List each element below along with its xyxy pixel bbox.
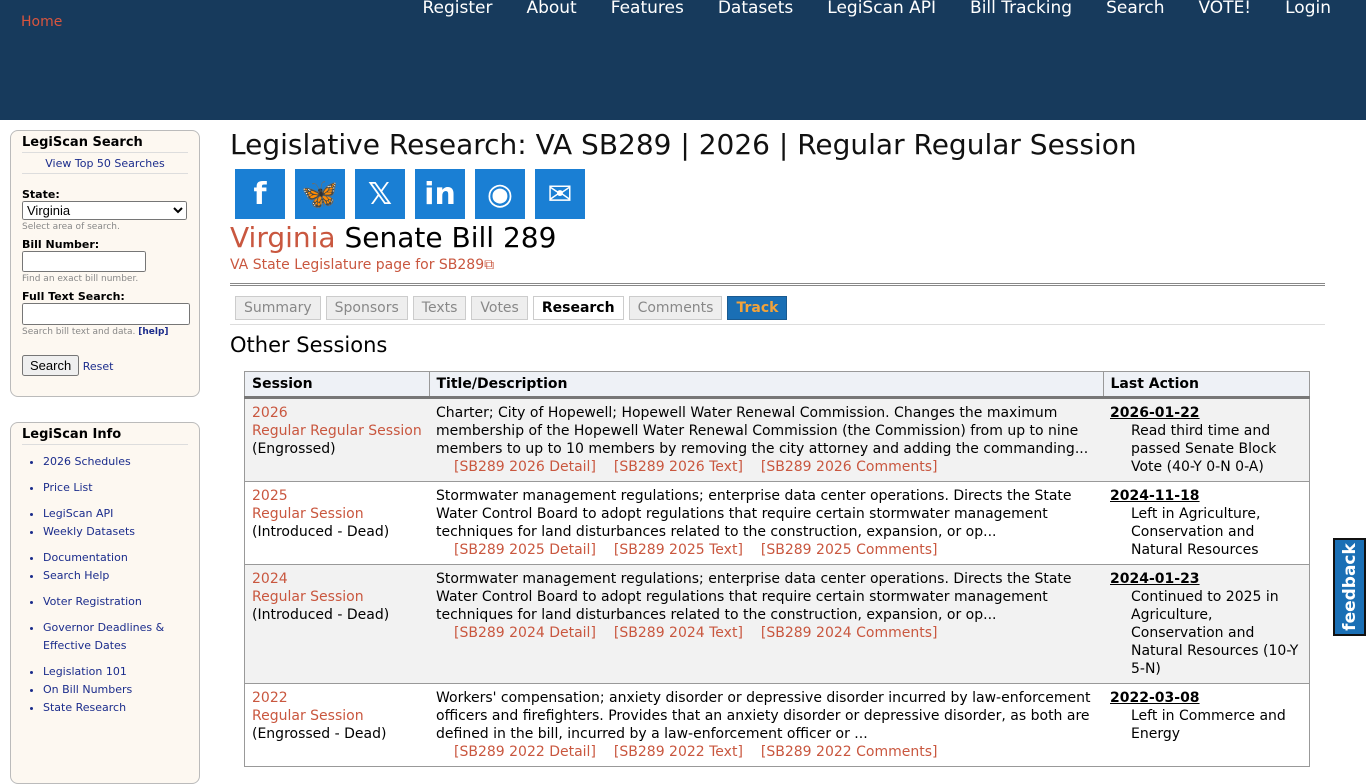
facebook-icon[interactable]: f (235, 169, 285, 219)
bill-description: Charter; City of Hopewell; Hopewell Water Renewal Commission. Changes the maximum membership of the Hopewell Water Renewal Commission (the Commission) from up to nine members to up to 10 members by removing the city attorney and adding the commanding... (436, 405, 1089, 457)
last-action-date: 2022-03-08 (1110, 690, 1200, 706)
info-link[interactable]: • Legislation 101 (43, 663, 199, 681)
other-sessions-table (244, 371, 1310, 767)
bill-name: Senate Bill 289 (344, 221, 557, 254)
session-year-link[interactable]: 2026 (252, 405, 288, 421)
text-link[interactable]: [SB289 2024 Text] (613, 625, 743, 641)
detail-link[interactable]: [SB289 2024 Detail] (454, 625, 596, 641)
session-year-link[interactable]: 2025 (252, 488, 288, 504)
search-panel-title: LegiScan Search (22, 135, 188, 153)
last-action-date: 2026-01-22 (1110, 405, 1200, 421)
info-panel-title: LegiScan Info (22, 427, 188, 445)
nav-about[interactable]: About (526, 0, 577, 18)
last-action-cell (1103, 684, 1310, 767)
top-nav (405, 0, 1348, 18)
comments-link[interactable]: [SB289 2026 Comments] (760, 459, 938, 475)
tab-texts[interactable]: Texts (413, 296, 467, 320)
tab-votes[interactable]: Votes (471, 296, 527, 320)
session-cell (245, 684, 430, 767)
text-link[interactable]: [SB289 2025 Text] (613, 542, 743, 558)
main-content (230, 128, 1325, 767)
session-name-link[interactable]: Regular Session (252, 589, 364, 605)
bill-description: Stormwater management regulations; enterprise data center operations. Directs the State Water Control Board to adopt regulations that require certain stormwater management techniques for land disturbances related to the construction, expansion, or op... (436, 488, 1072, 540)
divider (230, 283, 1325, 286)
description-cell (429, 398, 1103, 482)
info-link[interactable]: • 2026 Schedules (43, 453, 199, 471)
last-action-text: Left in Commerce and Energy (1131, 708, 1286, 742)
bill-tabs (230, 296, 1325, 325)
bill-number-hint: Find an exact bill number. (22, 274, 139, 284)
tab-summary[interactable]: Summary (235, 296, 321, 320)
bill-description: Workers' compensation; anxiety disorder or depressive disorder incurred by law-enforcement officers and firefighters. Provides that an anxiety disorder or depressive disorder, as both are defined in the bill, incurred by a law-enforcement officer or ... (436, 690, 1091, 742)
column-header-last-action: Last Action (1103, 372, 1310, 398)
comments-link[interactable]: [SB289 2025 Comments] (760, 542, 938, 558)
table-row (245, 398, 1310, 482)
nav-features[interactable]: Features (610, 0, 684, 18)
comments-link[interactable]: [SB289 2024 Comments] (760, 625, 938, 641)
tab-research[interactable]: Research (533, 296, 624, 320)
legiscan-info-panel (10, 422, 200, 784)
tab-sponsors[interactable]: Sponsors (326, 296, 408, 320)
session-cell (245, 482, 430, 565)
table-row (245, 684, 1310, 767)
full-text-input[interactable] (22, 303, 190, 325)
bluesky-icon[interactable]: 🦋 (295, 169, 345, 219)
nav-search[interactable]: Search (1106, 0, 1165, 18)
description-cell (429, 565, 1103, 684)
session-name-link[interactable]: Regular Session (252, 506, 364, 522)
session-name-link[interactable]: Regular Regular Session (252, 423, 422, 439)
legiscan-search-panel (10, 130, 200, 397)
column-header-session: Session (245, 372, 430, 398)
session-year-link[interactable]: 2022 (252, 690, 288, 706)
state-select[interactable] (22, 201, 187, 220)
nav-login[interactable]: Login (1285, 0, 1331, 18)
info-link[interactable]: • Price List (43, 479, 199, 497)
site-header (0, 0, 1366, 120)
nav-datasets[interactable]: Datasets (717, 0, 794, 18)
text-link[interactable]: [SB289 2022 Text] (613, 744, 743, 760)
last-action-text: Continued to 2025 in Agriculture, Conservation and Natural Resources (10-Y 5-N) (1131, 589, 1299, 677)
feedback-button[interactable]: feedback (1333, 538, 1366, 636)
last-action-cell (1103, 482, 1310, 565)
tab-comments[interactable]: Comments (629, 296, 723, 320)
info-link[interactable]: • Search Help (43, 567, 199, 585)
session-links (436, 624, 1096, 642)
reddit-icon[interactable]: ◉ (475, 169, 525, 219)
detail-link[interactable]: [SB289 2026 Detail] (454, 459, 596, 475)
search-button[interactable]: Search (22, 355, 79, 376)
social-share (235, 169, 1325, 219)
description-cell (429, 482, 1103, 565)
detail-link[interactable]: [SB289 2025 Detail] (454, 542, 596, 558)
nav-legiscan-api[interactable]: LegiScan API (827, 0, 937, 18)
nav-register[interactable]: Register (422, 0, 493, 18)
bill-heading (230, 221, 1325, 254)
comments-link[interactable]: [SB289 2022 Comments] (760, 744, 938, 760)
nav-vote-[interactable]: VOTE! (1198, 0, 1252, 18)
info-link[interactable]: • Governor Deadlines & Effective Dates (43, 619, 199, 655)
bill-description: Stormwater management regulations; enterprise data center operations. Directs the State Water Control Board to adopt regulations that require certain stormwater management techniques for land disturbances related to the construction, expansion, or op... (436, 571, 1072, 623)
state-hint: Select area of search. (22, 222, 120, 232)
email-icon[interactable]: ✉ (535, 169, 585, 219)
tab-track[interactable]: Track (727, 296, 787, 320)
table-row (245, 482, 1310, 565)
info-link[interactable]: • Weekly Datasets (43, 523, 199, 541)
bill-state[interactable]: Virginia (230, 221, 336, 254)
session-year-link[interactable]: 2024 (252, 571, 288, 587)
last-action-cell (1103, 398, 1310, 482)
bill-number-label: Bill Number: (22, 238, 100, 251)
column-header-title: Title/Description (429, 372, 1103, 398)
page-title: Legislative Research: VA SB289 | 2026 | Regular Regular Session (230, 128, 1137, 161)
session-status: (Engrossed - Dead) (252, 726, 387, 742)
table-row (245, 565, 1310, 684)
info-link[interactable]: • On Bill Numbers (43, 681, 199, 699)
info-link[interactable]: • LegiScan API (43, 505, 199, 523)
description-cell (429, 684, 1103, 767)
info-link[interactable]: • Documentation (43, 549, 199, 567)
text-link[interactable]: [SB289 2026 Text] (613, 459, 743, 475)
reset-link[interactable]: Reset (82, 360, 114, 373)
linkedin-icon[interactable]: in (415, 169, 465, 219)
session-links (436, 743, 1096, 761)
top-50-searches-link[interactable]: View Top 50 Searches (45, 157, 165, 170)
full-text-hint: Search bill text and data. (22, 327, 136, 337)
last-action-text: Left in Agriculture, Conservation and Natural Resources (1131, 506, 1261, 558)
last-action-date: 2024-01-23 (1110, 571, 1200, 587)
session-cell (245, 565, 430, 684)
session-cell (245, 398, 430, 482)
last-action-date: 2024-11-18 (1110, 488, 1200, 504)
last-action-text: Read third time and passed Senate Block Vote (40-Y 0-N 0-A) (1131, 423, 1277, 475)
state-label: State: (22, 188, 60, 201)
nav-bill-tracking[interactable]: Bill Tracking (970, 0, 1073, 18)
full-text-label: Full Text Search: (22, 290, 125, 303)
session-links (436, 541, 1096, 559)
detail-link[interactable]: [SB289 2022 Detail] (454, 744, 596, 760)
bill-number-input[interactable] (22, 251, 146, 272)
state-legislature-link[interactable]: VA State Legislature page for SB289⧉ (230, 257, 495, 273)
section-title: Other Sessions (230, 333, 388, 357)
session-status: (Introduced - Dead) (252, 524, 390, 540)
last-action-cell (1103, 565, 1310, 684)
session-status: (Engrossed) (252, 441, 336, 457)
home-logo-link[interactable]: Home (21, 14, 63, 30)
help-link[interactable]: [help] (138, 327, 169, 337)
x-icon[interactable]: 𝕏 (355, 169, 405, 219)
info-link[interactable]: • Voter Registration (43, 593, 199, 611)
session-links (436, 458, 1096, 476)
info-link[interactable]: • State Research (43, 699, 199, 717)
session-name-link[interactable]: Regular Session (252, 708, 364, 724)
session-status: (Introduced - Dead) (252, 607, 390, 623)
